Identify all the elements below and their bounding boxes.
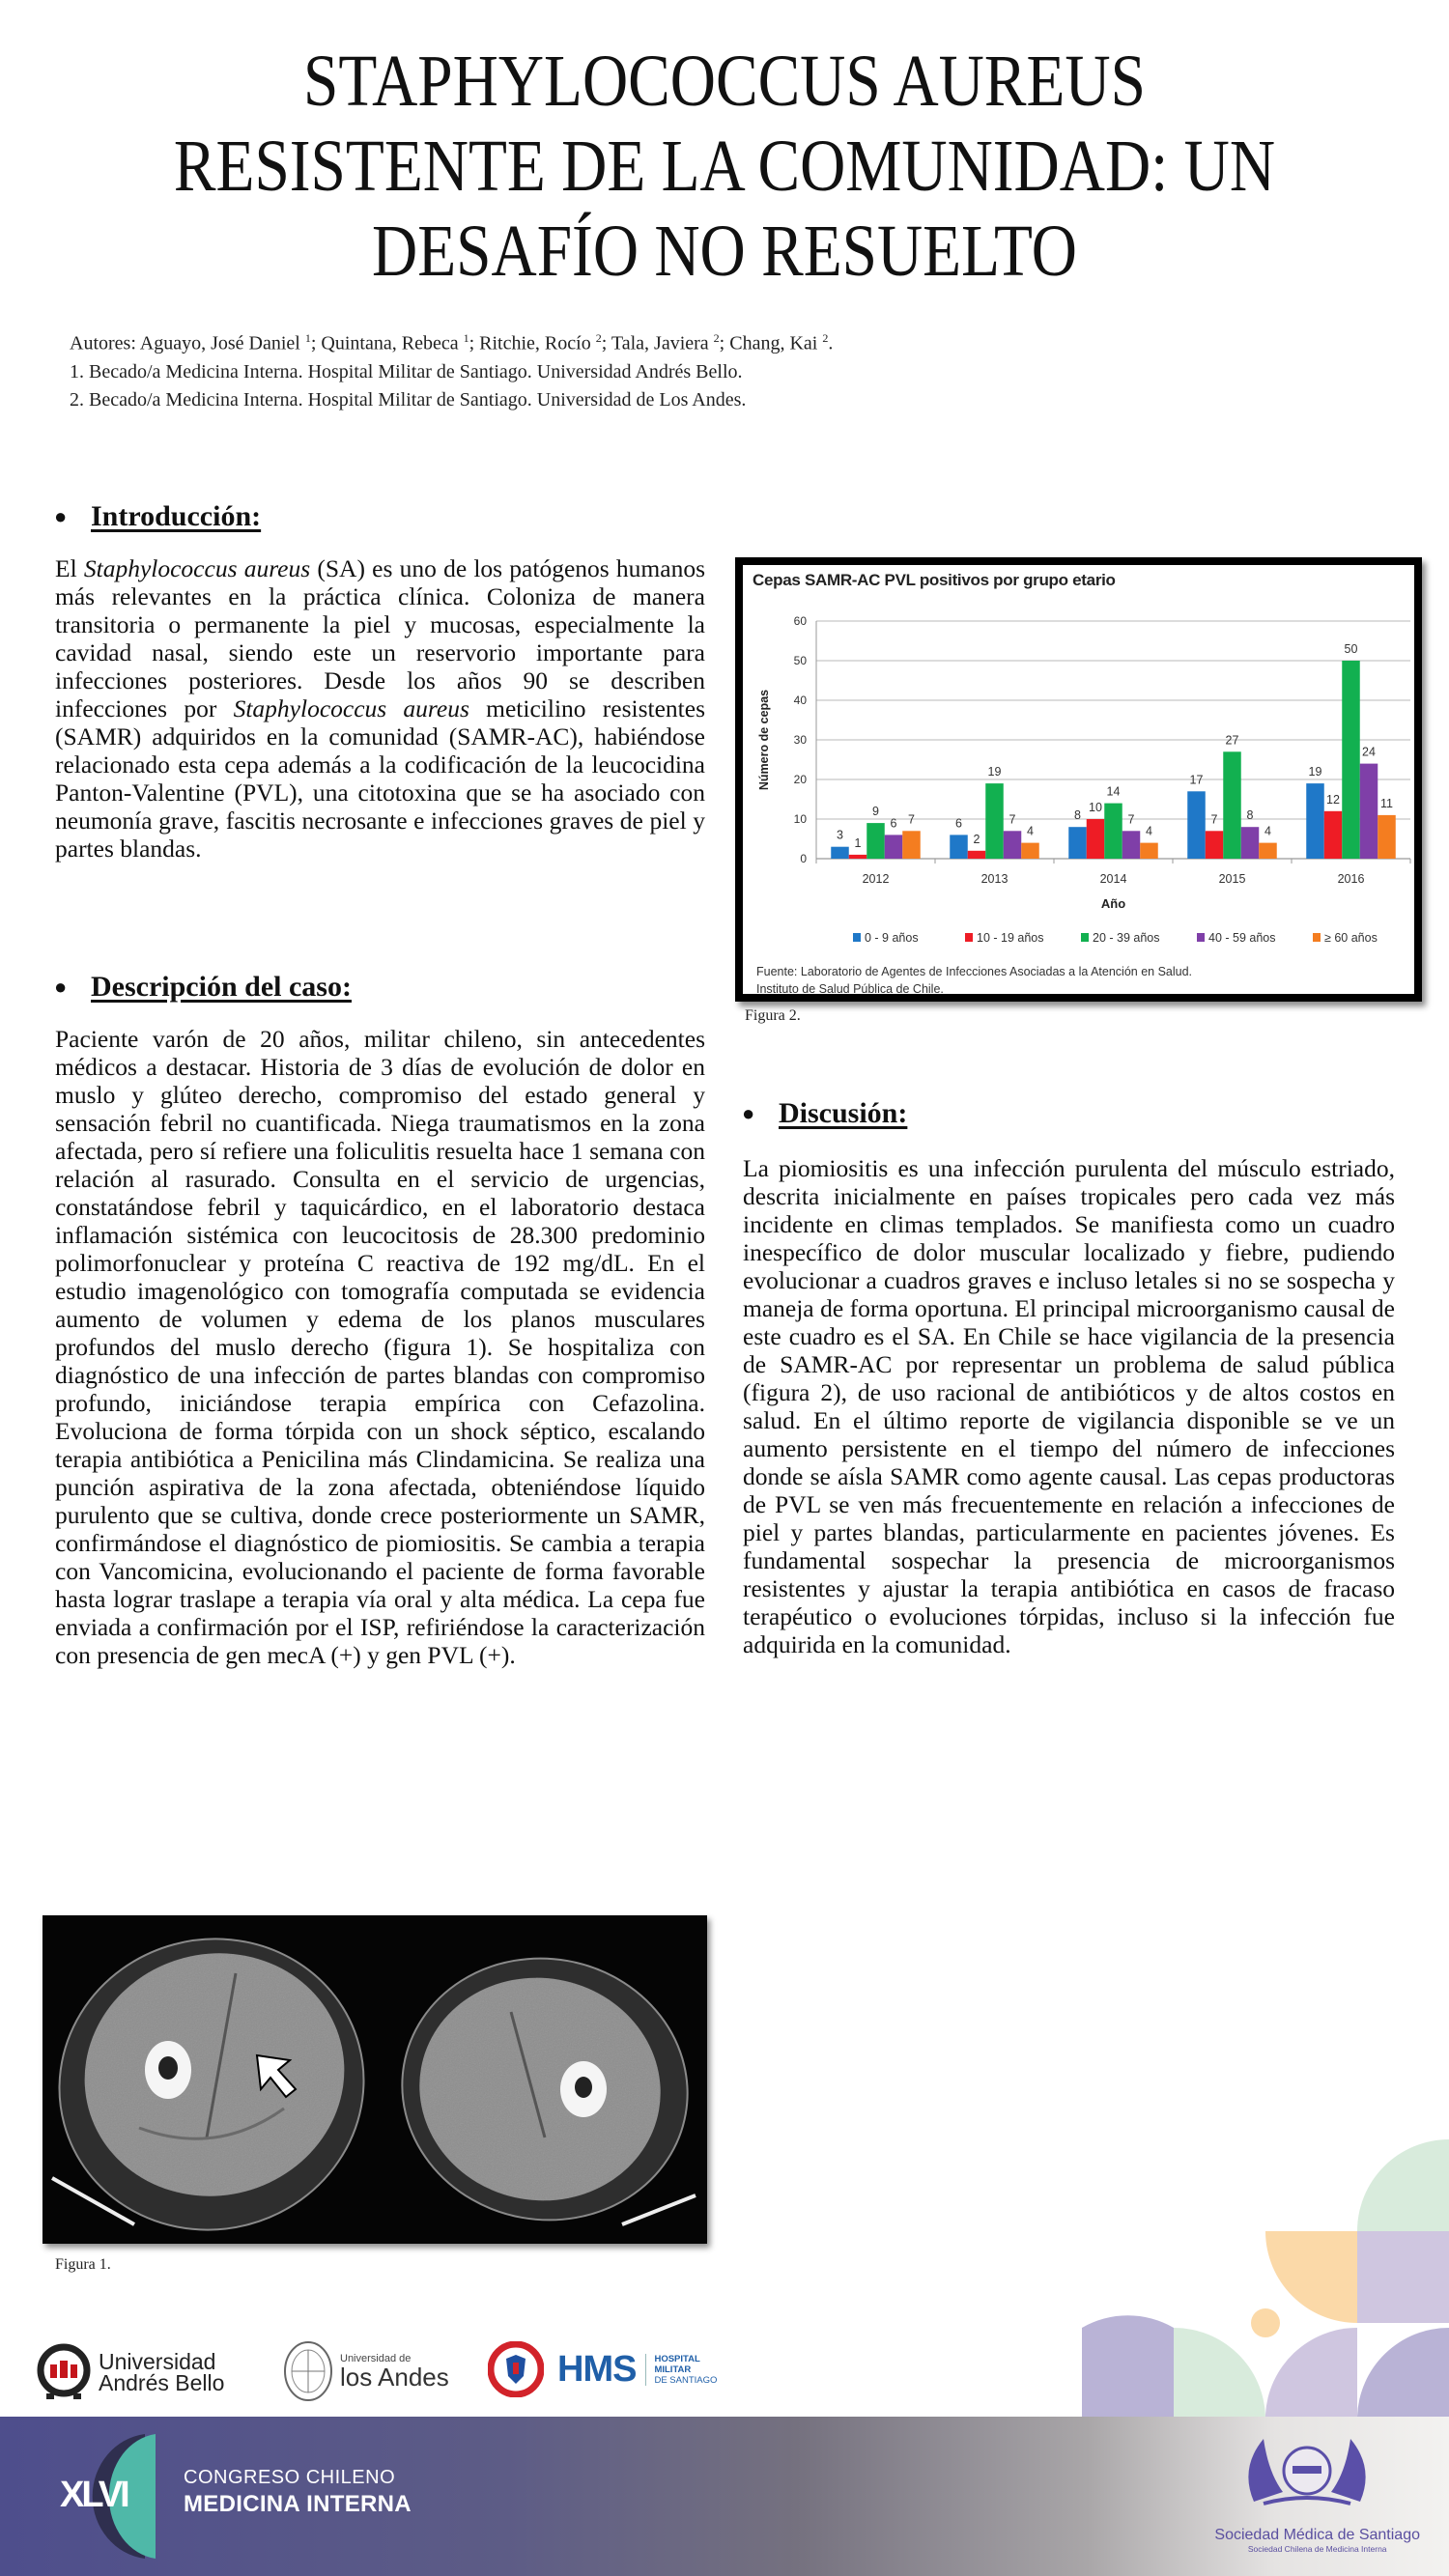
affiliation-1: 1. Becado/a Medicina Interna. Hospital Militar de Santiago. Universidad Andrés Bello.	[70, 360, 743, 382]
svg-text:2012: 2012	[862, 872, 890, 886]
case-text: Paciente varón de 20 años, militar chileno, sin antecedentes médicos a destacar. Historia de 3 días de evolución de dolor en muslo y glúteo derecho, compromiso del estado general y sensación febril no cuantificada. Niega traumatismos en la zona afectada, pero sí refiere una foliculitis resuelta hace 1 semana con relación al rasurado. Consulta en el servicio de urgencias, constatándose febril y taquicárdico, en el laboratorio destaca inflamación sistémica con leucocitosis de 28.300 predominio polimorfonuclear y proteína C reactiva de 192 mg/dL. En el estudio imagenológico con tomografía computada se evidencia aumento de volumen y edema de los planos musculares profundos del muslo derecho (figura 1). Se hospitaliza con diagnóstico de una infección de partes blandas con compromiso profundo, iniciándose terapia empírica con Cefazolina. Evoluciona de forma tórpida con un shock séptico, escalando terapia antibiótica a Penicilina más Clindamicina. Se realiza una punción aspirativa de la zona afectada, obteniéndose líquido purulento que se cultiva, donde crece posteriormente un SAMR, confirmándose el diagnóstico de piomiositis. Se cambia a terapia con Vancomicina, evolucionando el paciente de forma favorable hasta lograr traslape a terapia vía oral y alta médica. La cepa fue enviada a confirmación por el ISP, refiriéndose la caracterización con presencia de gen mecA (+) y gen PVL (+).	[55, 1025, 705, 1669]
svg-text:0: 0	[800, 852, 807, 865]
decorative-shapes	[1063, 2135, 1449, 2417]
svg-text:12: 12	[1326, 792, 1340, 807]
svg-text:6: 6	[890, 816, 897, 831]
title-line-1: STAPHYLOCOCCUS AUREUS	[303, 41, 1146, 122]
svg-text:10: 10	[1089, 801, 1102, 814]
svg-text:10: 10	[793, 812, 807, 826]
title-line-2: RESISTENTE DE LA COMUNIDAD: UN	[173, 126, 1276, 207]
figure-2-caption: Figura 2.	[745, 1007, 801, 1024]
svg-text:30: 30	[793, 733, 807, 747]
intro-text: El Staphylococcus aureus (SA) es uno de los patógenos humanos más relevantes en la práctica clínica. Coloniza de manera transitoria o permanente la piel y mucosas, especialmente la cavidad nasal, siendo este un reservorio importante para infecciones posteriores. Desde los años 90 se describen infecciones por Staphylococcus aureus meticilino resistentes (SAMR) adquiridos en la comunidad (SAMR-AC), habiéndose relacionado esta cepa además a la codificación de la leucocidina Panton-Valentine (PVL), una citotoxina que se ha asociado con neumonía grave, fascitis necrosante e infecciones graves de piel y partes blandas.	[55, 554, 705, 863]
svg-text:14: 14	[1106, 784, 1121, 799]
affiliation-2: 2. Becado/a Medicina Interna. Hospital Militar de Santiago. Universidad de Los Andes.	[70, 388, 747, 410]
svg-text:20: 20	[793, 773, 807, 786]
bullet-icon: ●	[54, 504, 68, 528]
svg-text:7: 7	[1210, 812, 1218, 827]
discussion-heading: ● Discusión:	[742, 1097, 908, 1129]
svg-text:2016: 2016	[1337, 872, 1365, 886]
figure-1-caption: Figura 1.	[55, 2256, 111, 2273]
svg-text:Año: Año	[1100, 896, 1126, 911]
svg-text:7: 7	[908, 812, 915, 827]
svg-text:0 - 9 años: 0 - 9 años	[865, 931, 919, 945]
svg-text:4: 4	[1264, 824, 1271, 838]
ct-thighs-illustration	[43, 1915, 707, 2244]
svg-text:2: 2	[973, 832, 980, 846]
svg-text:8: 8	[1074, 808, 1081, 823]
svg-text:2015: 2015	[1218, 872, 1246, 886]
svg-text:4: 4	[1027, 824, 1034, 838]
title-line-3: DESAFÍO NO RESUELTO	[372, 211, 1077, 292]
svg-text:1: 1	[854, 835, 862, 850]
svg-text:6: 6	[955, 816, 962, 831]
logo-uandes: Universidad de los Andes	[282, 2339, 449, 2403]
svg-text:10 - 19 años: 10 - 19 años	[977, 931, 1044, 945]
poster-title	[152, 39, 1298, 294]
svg-text:50: 50	[1344, 642, 1358, 656]
svg-text:50: 50	[793, 654, 807, 667]
congress-edition: XLVI	[60, 2475, 128, 2515]
svg-text:24: 24	[1362, 745, 1376, 759]
svg-text:40 - 59 años: 40 - 59 años	[1208, 931, 1276, 945]
svg-text:Número de cepas: Número de cepas	[757, 689, 771, 791]
author: Tala, Javiera	[611, 332, 709, 354]
chart-title: Cepas SAMR-AC PVL positivos por grupo etario	[753, 571, 1116, 589]
svg-text:2014: 2014	[1099, 872, 1127, 886]
svg-text:17: 17	[1189, 773, 1204, 787]
svg-text:7: 7	[1127, 812, 1135, 827]
svg-text:7: 7	[1009, 812, 1016, 827]
case-heading: ● Descripción del caso:	[54, 971, 352, 1003]
author: Chang, Kai	[729, 332, 818, 354]
ct-scan-image	[43, 1915, 707, 2244]
institution-logos	[0, 2328, 773, 2405]
svg-text:40: 40	[793, 694, 807, 707]
svg-text:19: 19	[1308, 765, 1322, 779]
bullet-icon: ●	[742, 1101, 755, 1125]
svg-text:60: 60	[793, 614, 807, 628]
svg-text:3: 3	[837, 828, 843, 842]
authors-line: Autores: Aguayo, José Daniel $^1$; Quintana, Rebeca $^1$; Ritchie, Rocío $^2$; Tala, Javiera $^2$; Chang, Kai $^2$.	[70, 331, 834, 354]
author: Ritchie, Rocío	[479, 332, 591, 354]
authors-block	[70, 325, 1132, 414]
svg-text:2013: 2013	[980, 872, 1009, 886]
intro-heading: ● Introducción:	[54, 500, 262, 532]
logo-unab: Universidad Andrés Bello	[37, 2343, 224, 2401]
unab-emblem-icon	[37, 2343, 91, 2401]
author: Quintana, Rebeca	[321, 332, 459, 354]
sms-laurel-seal-icon	[1235, 2434, 1379, 2511]
svg-text:4: 4	[1146, 824, 1152, 838]
svg-text:≥ 60 años: ≥ 60 años	[1324, 931, 1378, 945]
svg-text:27: 27	[1225, 733, 1239, 748]
svg-text:19: 19	[987, 765, 1002, 779]
bullet-icon: ●	[54, 975, 68, 999]
svg-text:11: 11	[1380, 796, 1393, 810]
chart-figure-2	[735, 557, 1422, 1002]
logo-hms: HMS HOSPITAL MILITAR DE SANTIAGO	[488, 2341, 717, 2397]
svg-text:8: 8	[1246, 808, 1254, 823]
author: Aguayo, José Daniel	[139, 332, 300, 354]
congress-name: CONGRESO CHILENO MEDICINA INTERNA	[184, 2467, 412, 2517]
svg-text:20 - 39 años: 20 - 39 años	[1093, 931, 1160, 945]
ejercito-emblem-icon	[488, 2341, 544, 2397]
chart-source: Fuente: Laboratorio de Agentes de Infecciones Asociadas a la Atención en Salud. Instituto de Salud Pública de Chile.	[756, 965, 1193, 996]
uandes-seal-icon	[282, 2339, 334, 2403]
discussion-text: La piomiositis es una infección purulenta del músculo estriado, descrita inicialmente en países tropicales pero cada vez más incidente en climas templados. Se manifiesta como un cuadro inespecífico de dolor muscular localizado y fiebre, pudiendo evolucionar a cuadros graves e incluso letales si no se sospecha y maneja de forma oportuna. El principal microorganismo causal de este cuadro es el SA. En Chile se hace vigilancia de la presencia de SAMR-AC por representar un problema de salud pública (figura 2), de uso racional de antibióticos y de altos costos en salud. En el último reporte de vigilancia disponible se ve un aumento persistente en el tiempo del número de infecciones donde se aísla SAMR como agente causal. Las cepas productoras de PVL se ven más frecuentemente en relación a infecciones de piel y partes blandas, particularmente en pacientes jóvenes. Es fundamental sospechar la presencia de microorganismos resistentes y ajustar la terapia antibiótica en casos de fracaso terapéutico o evoluciones tórpidas, incluso si la infección fue adquirida en la comunidad.	[743, 1154, 1395, 1658]
svg-text:9: 9	[872, 805, 879, 819]
society-logo: Sociedad Médica de Santiago Sociedad Chilena de Medicina Interna	[1214, 2527, 1420, 2554]
bar-chart	[743, 565, 1414, 994]
